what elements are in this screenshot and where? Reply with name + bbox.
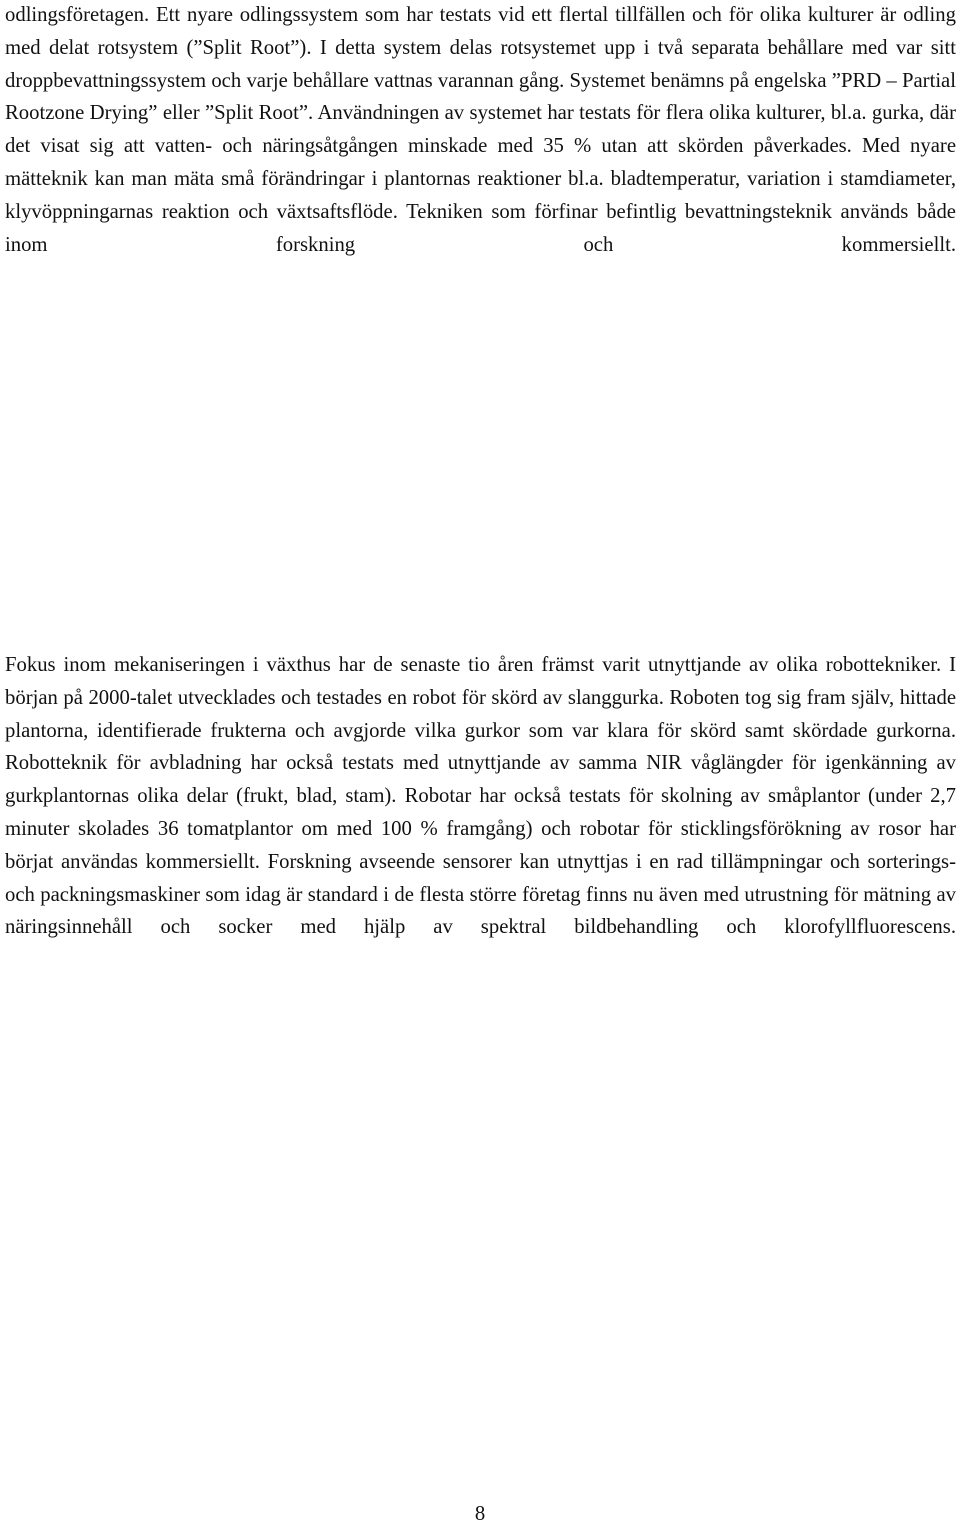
body-paragraph-2: Fokus inom mekaniseringen i växthus har de senaste tio åren främst varit utnyttjande av olika robottekniker. I början på 2000-talet utvecklades och testades en robot för skörd av slanggurka. Roboten tog sig fram själv, hittade plantorna, identifierade frukterna och avgjorde vilka gurkor som var klara för skörd samt skördade gurkorna. Robotteknik för avbladning har också testats med utnyttjande av samma NIR våglängder för igenkänning av gurkplantornas olika delar (frukt, blad, stam). Robotar har också testats för skolning av småplantor (under 2,7 minuter skolades 36 tomatplantor om med 100 % framgång) och robotar för sticklingsförökning av rosor har börjat användas kommersiellt. Forskning avseende sensorer kan utnyttjas i en rad tillämpningar och sorterings- och packningsmaskiner som idag är standard i de flesta större företag finns nu även med utrustning för mätning av näringsinnehåll och socker med hjälp av spektral bildbehandling och klorofyllfluorescens. — [5, 654, 956, 939]
page-number: 8 — [474, 1503, 486, 1525]
body-paragraph-1: odlingsföretagen. Ett nyare odlingssystem som har testats vid ett flertal tillfällen och för olika kulturer är odling med delat rotsystem (”Split Root”). I detta system delas rotsystemet upp i två separata behållare med var sitt droppbevattningssystem och varje behållare vattnas varannan gång. Systemet benämns på engelska ”PRD – Partial Rootzone Drying” eller ”Split Root”. Användningen av systemet har testats för flera olika kulturer, bl.a. gurka, där det visat sig att vatten- och näringsåtgången minskade med 35 % utan att skörden påverkades. Med nyare mätteknik kan man mäta små förändringar i plantornas reaktioner bl.a. bladtemperatur, variation i stamdiameter, klyvöppningarnas reaktion och växtsaftsflöde. Tekniken som förfinar befintlig bevattningsteknik används både inom forskning och kommersiellt. — [5, 4, 956, 256]
